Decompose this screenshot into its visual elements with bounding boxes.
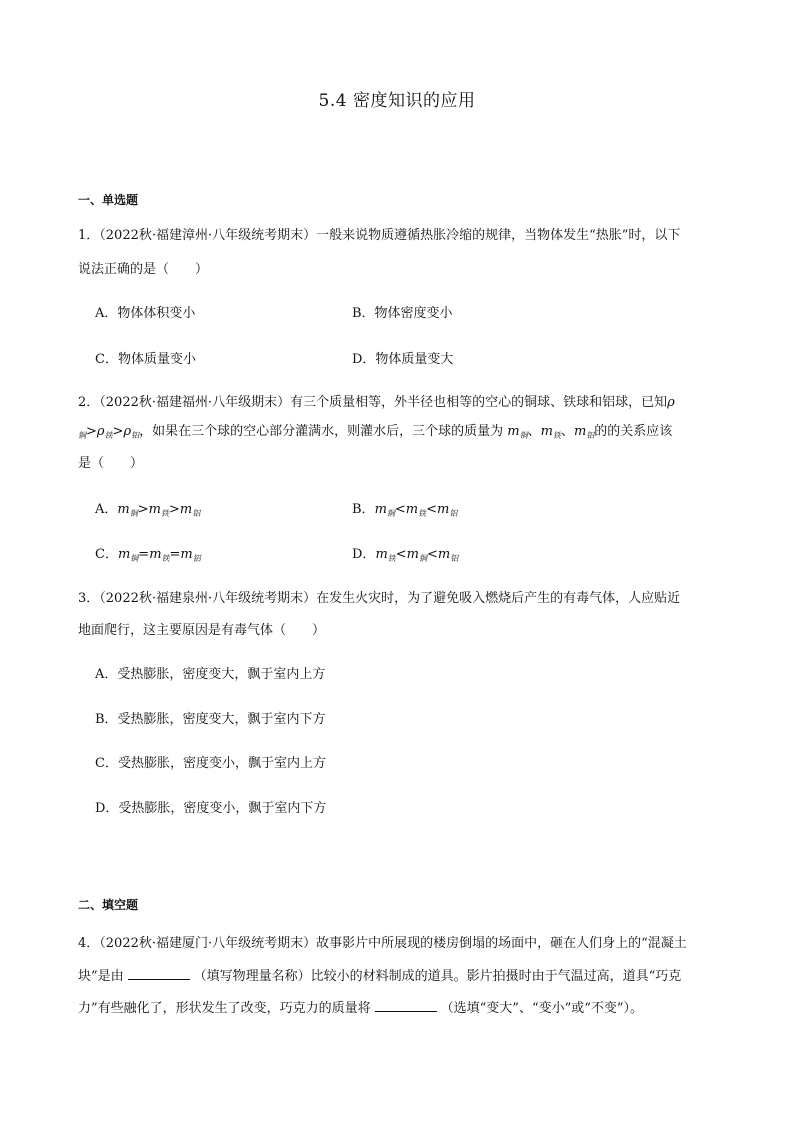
q3-option-d[interactable]: D．受热膨胀，密度变小，飘于室内下方 [95, 801, 327, 816]
q2-stem-line3: 是（ ） [78, 456, 144, 471]
q1-stem-line2: 说法正确的是（ ） [78, 262, 209, 277]
q1-option-a[interactable]: A．物体体积变小 [95, 306, 196, 321]
q2-stem-line1 [78, 393, 718, 413]
q4-answer-blank-1[interactable] [128, 967, 190, 980]
q4-stem-line1: 4．（2022秋·福建厦门·八年级统考期末）故事影片中所展现的楼房倒塌的场面中，砸在人们身上的“混凝土 [78, 936, 687, 951]
q1-option-d[interactable]: D．物体质量变大 [352, 352, 454, 367]
rho-symbol: ρ [667, 395, 675, 410]
q4-stem-line2: 块”是由 （填写物理量名称）比较小的材料制成的道具。影片拍摄时由于气温过高，道具“巧克 [78, 969, 682, 984]
q2-option-b[interactable]: B．$m_铜<m_铁<m_铝$ [352, 502, 458, 518]
q3-stem-line2: 地面爬行，这主要原因是有毒气体（ ） [78, 623, 326, 638]
q4-stem-line3: 力”有些融化了，形状发生了改变，巧克力的质量将 （选填“变大”、“变小”或“不变”）。 [78, 1001, 644, 1016]
q1-stem-line1: 1．（2022秋·福建漳州·八年级统考期末）一般来说物质遵循热胀冷缩的规律，当物体发生“热胀”时，以下 [78, 228, 681, 243]
q2-option-c[interactable]: C．$m_铜=m_铁=m_铝$ [95, 547, 201, 563]
q3-stem-line1: 3．（2022秋·福建泉州·八年级统考期末）在发生火灾时，为了避免吸入燃烧后产生的有毒气体，人应贴近 [78, 591, 681, 606]
q2-stem-mid: ，如果在三个球的空心部分灌满水，则灌水后，三个球的质量为 [139, 424, 504, 439]
q2-option-d[interactable]: D．$m_铁<m_铜<m_铝$ [352, 547, 459, 563]
q3-option-c[interactable]: C．受热膨胀，密度变小，飘于室内上方 [95, 756, 326, 771]
section-heading-single-choice: 一、单选题 [78, 193, 139, 207]
section-heading-fill-blank: 二、填空题 [78, 898, 139, 912]
q2-option-a[interactable]: A．$m_铜>m_铁>m_铝$ [95, 502, 201, 518]
q2-stem-line2: $_铜>\rho_铁>\rho_铝$，如果在三个球的空心部分灌满水，则灌水后，三个球的质量为 $m_铜$、$m_铁$、$m_铝$的的关系应该 [78, 424, 673, 440]
q4-answer-blank-2[interactable] [375, 999, 437, 1012]
q1-option-c[interactable]: C．物体质量变小 [95, 352, 196, 367]
q2-stem-end: 的的关系应该 [594, 424, 673, 439]
page-title: 5.4 密度知识的应用 [318, 91, 476, 111]
q1-option-b[interactable]: B．物体密度变小 [352, 306, 453, 321]
q2-stem-text: 2．（2022秋·福建福州·八年级期末）有三个质量相等，外半径也相等的空心的铜球、铁球和铝球，已知 [78, 395, 668, 410]
q3-option-a[interactable]: A．受热膨胀，密度变大，飘于室内上方 [95, 667, 326, 682]
q3-option-b[interactable]: B．受热膨胀，密度变大，飘于室内下方 [95, 712, 326, 727]
